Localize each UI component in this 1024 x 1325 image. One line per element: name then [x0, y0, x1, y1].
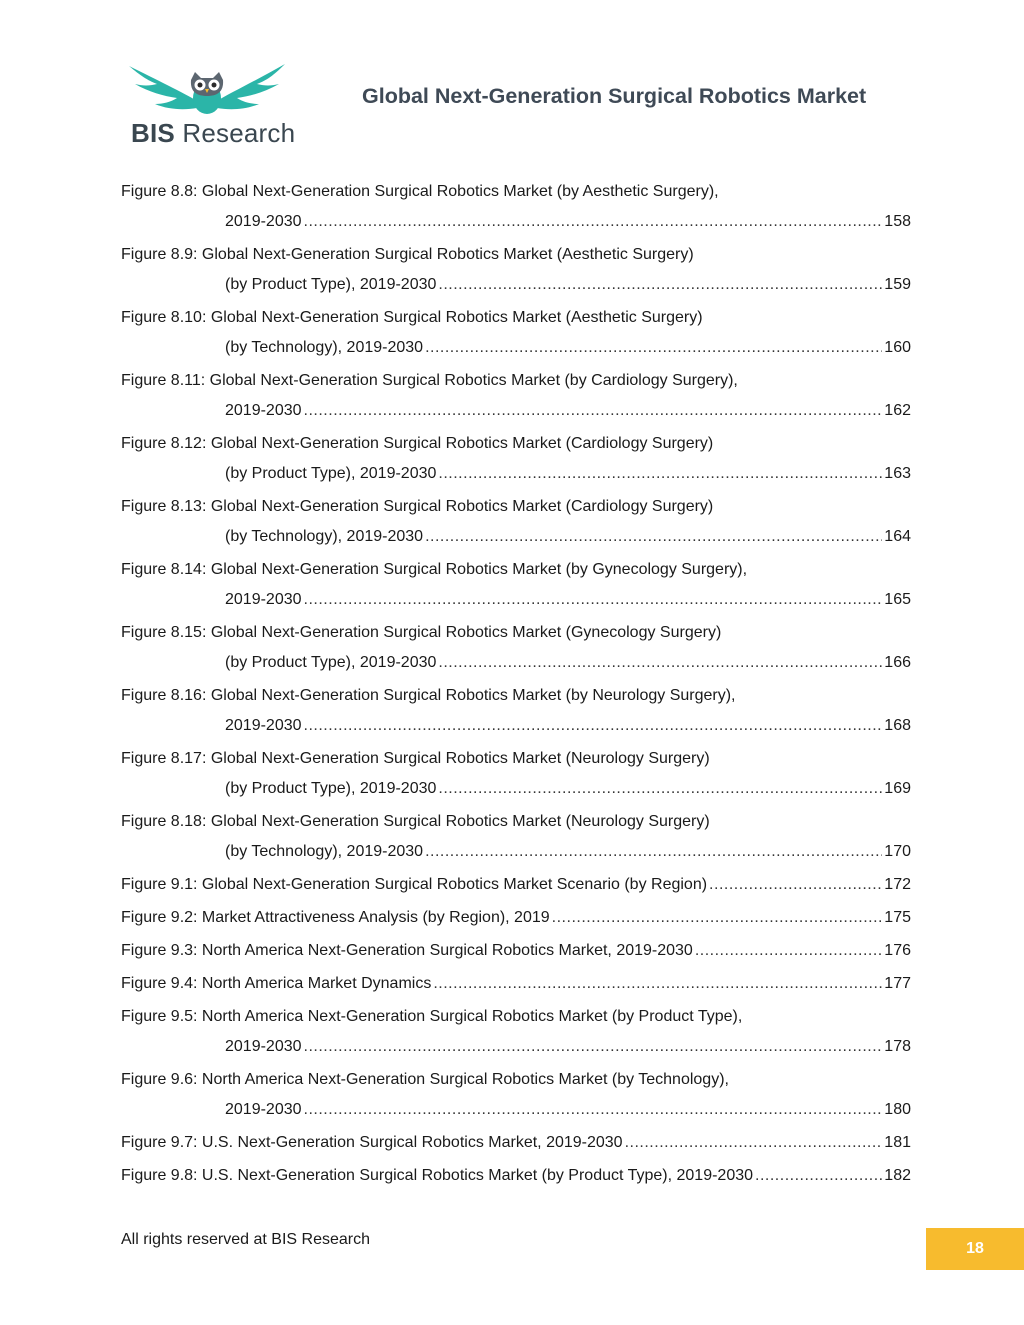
toc-entry-title-continued: (by Product Type), 2019-2030 — [225, 654, 437, 671]
dot-leader — [625, 1128, 883, 1158]
toc-entry-title-continued: 2019-2030 — [225, 717, 302, 734]
toc-entry[interactable] — [121, 366, 911, 426]
toc-entry-title-continued: 2019-2030 — [225, 1038, 302, 1055]
dot-leader — [755, 1161, 882, 1191]
toc-entry-title-continued: (by Technology), 2019-2030 — [225, 528, 424, 545]
toc-entry-title: Figure 8.14: Global Next-Generation Surgical Robotics Market (by Gynecology Surgery), — [121, 561, 748, 578]
toc-entry[interactable] — [121, 903, 911, 933]
toc-page-number: 163 — [884, 465, 911, 482]
toc-page-number: 176 — [884, 942, 911, 959]
toc-page-number: 168 — [884, 717, 911, 734]
toc-entry-title: Figure 9.2: Market Attractiveness Analysis (by Region), 2019 — [121, 909, 550, 926]
toc-entry[interactable] — [121, 303, 911, 363]
toc-entry-title-continued: 2019-2030 — [225, 591, 302, 608]
footer-rights: All rights reserved at BIS Research — [121, 1231, 370, 1248]
toc-entry[interactable] — [121, 744, 911, 804]
toc-entry[interactable] — [121, 492, 911, 552]
dot-leader — [425, 522, 882, 552]
dot-leader — [425, 837, 882, 867]
toc-entry-title-continued: (by Product Type), 2019-2030 — [225, 465, 437, 482]
toc-page-number: 164 — [884, 528, 911, 545]
page-number: 18 — [966, 1240, 984, 1257]
toc-entry-title: Figure 8.8: Global Next-Generation Surgical Robotics Market (by Aesthetic Surgery), — [121, 183, 719, 200]
toc-entry-title-continued: (by Technology), 2019-2030 — [225, 843, 424, 860]
dot-leader — [433, 969, 882, 999]
dot-leader — [438, 459, 882, 489]
owl-icon — [127, 62, 287, 118]
toc-page-number: 181 — [884, 1134, 911, 1151]
toc-entry[interactable] — [121, 807, 911, 867]
dot-leader — [304, 1095, 883, 1125]
toc-entry-title: Figure 8.9: Global Next-Generation Surgical Robotics Market (Aesthetic Surgery) — [121, 246, 694, 263]
toc-page-number: 160 — [884, 339, 911, 356]
toc-entry[interactable] — [121, 681, 911, 741]
toc-entry-title-continued: (by Product Type), 2019-2030 — [225, 276, 437, 293]
toc-entry[interactable] — [121, 1065, 911, 1125]
toc-entry[interactable] — [121, 1002, 911, 1062]
toc-entry-title-continued: 2019-2030 — [225, 213, 302, 230]
dot-leader — [438, 270, 882, 300]
toc-entry-title: Figure 8.18: Global Next-Generation Surgical Robotics Market (Neurology Surgery) — [121, 813, 710, 830]
toc-page-number: 159 — [884, 276, 911, 293]
toc-entry-title: Figure 8.11: Global Next-Generation Surgical Robotics Market (by Cardiology Surgery), — [121, 372, 738, 389]
toc-entry-title: Figure 8.10: Global Next-Generation Surgical Robotics Market (Aesthetic Surgery) — [121, 309, 703, 326]
toc-entry-title: Figure 8.16: Global Next-Generation Surgical Robotics Market (by Neurology Surgery), — [121, 687, 736, 704]
dot-leader — [304, 207, 883, 237]
toc-entry-title-continued: (by Product Type), 2019-2030 — [225, 780, 437, 797]
dot-leader — [304, 585, 883, 615]
list-of-figures — [121, 177, 911, 1194]
dot-leader — [304, 711, 883, 741]
dot-leader — [425, 333, 882, 363]
dot-leader — [438, 648, 882, 678]
toc-page-number: 165 — [884, 591, 911, 608]
toc-entry[interactable] — [121, 240, 911, 300]
dot-leader — [552, 903, 883, 933]
toc-page-number: 178 — [884, 1038, 911, 1055]
dot-leader — [304, 396, 883, 426]
logo-wordmark: BIS Research — [131, 118, 296, 148]
toc-page-number: 177 — [884, 975, 911, 992]
toc-entry-title-continued: (by Technology), 2019-2030 — [225, 339, 424, 356]
toc-entry-title: Figure 8.15: Global Next-Generation Surgical Robotics Market (Gynecology Surgery) — [121, 624, 722, 641]
toc-entry[interactable] — [121, 177, 911, 237]
toc-entry[interactable] — [121, 555, 911, 615]
dot-leader — [695, 936, 882, 966]
toc-page-number: 166 — [884, 654, 911, 671]
toc-page-number: 162 — [884, 402, 911, 419]
toc-entry-title: Figure 9.7: U.S. Next-Generation Surgical Robotics Market, 2019-2030 — [121, 1134, 623, 1151]
toc-page-number: 170 — [884, 843, 911, 860]
toc-page-number: 172 — [884, 876, 911, 893]
dot-leader — [438, 774, 882, 804]
toc-page-number: 175 — [884, 909, 911, 926]
toc-entry-title: Figure 9.8: U.S. Next-Generation Surgical Robotics Market (by Product Type), 2019-2030 — [121, 1167, 754, 1184]
toc-entry-title: Figure 9.1: Global Next-Generation Surgical Robotics Market Scenario (by Region) — [121, 876, 708, 893]
toc-entry[interactable] — [121, 429, 911, 489]
toc-entry-title: Figure 9.6: North America Next-Generation Surgical Robotics Market (by Technology), — [121, 1071, 729, 1088]
toc-entry[interactable] — [121, 1161, 911, 1191]
toc-entry-title: Figure 9.5: North America Next-Generation Surgical Robotics Market (by Product Type), — [121, 1008, 743, 1025]
toc-entry[interactable] — [121, 870, 911, 900]
toc-entry-title-continued: 2019-2030 — [225, 402, 302, 419]
toc-page-number: 158 — [884, 213, 911, 230]
toc-entry[interactable] — [121, 936, 911, 966]
toc-entry-title: Figure 8.12: Global Next-Generation Surgical Robotics Market (Cardiology Surgery) — [121, 435, 714, 452]
toc-page-number: 182 — [884, 1167, 911, 1184]
bis-research-logo — [127, 62, 296, 152]
toc-entry-title: Figure 9.3: North America Next-Generation Surgical Robotics Market, 2019-2030 — [121, 942, 693, 959]
toc-page-number: 180 — [884, 1101, 911, 1118]
toc-entry-title-continued: 2019-2030 — [225, 1101, 302, 1118]
toc-entry-title: Figure 8.13: Global Next-Generation Surgical Robotics Market (Cardiology Surgery) — [121, 498, 714, 515]
dot-leader — [709, 870, 882, 900]
toc-entry[interactable] — [121, 969, 911, 999]
page-number-badge — [926, 1228, 1024, 1270]
toc-page-number: 169 — [884, 780, 911, 797]
dot-leader — [304, 1032, 883, 1062]
toc-entry[interactable] — [121, 618, 911, 678]
toc-entry-title: Figure 8.17: Global Next-Generation Surgical Robotics Market (Neurology Surgery) — [121, 750, 710, 767]
toc-entry-title: Figure 9.4: North America Market Dynamics — [121, 975, 432, 992]
toc-entry[interactable] — [121, 1128, 911, 1158]
document-title: Global Next-Generation Surgical Robotics Market — [362, 84, 867, 108]
